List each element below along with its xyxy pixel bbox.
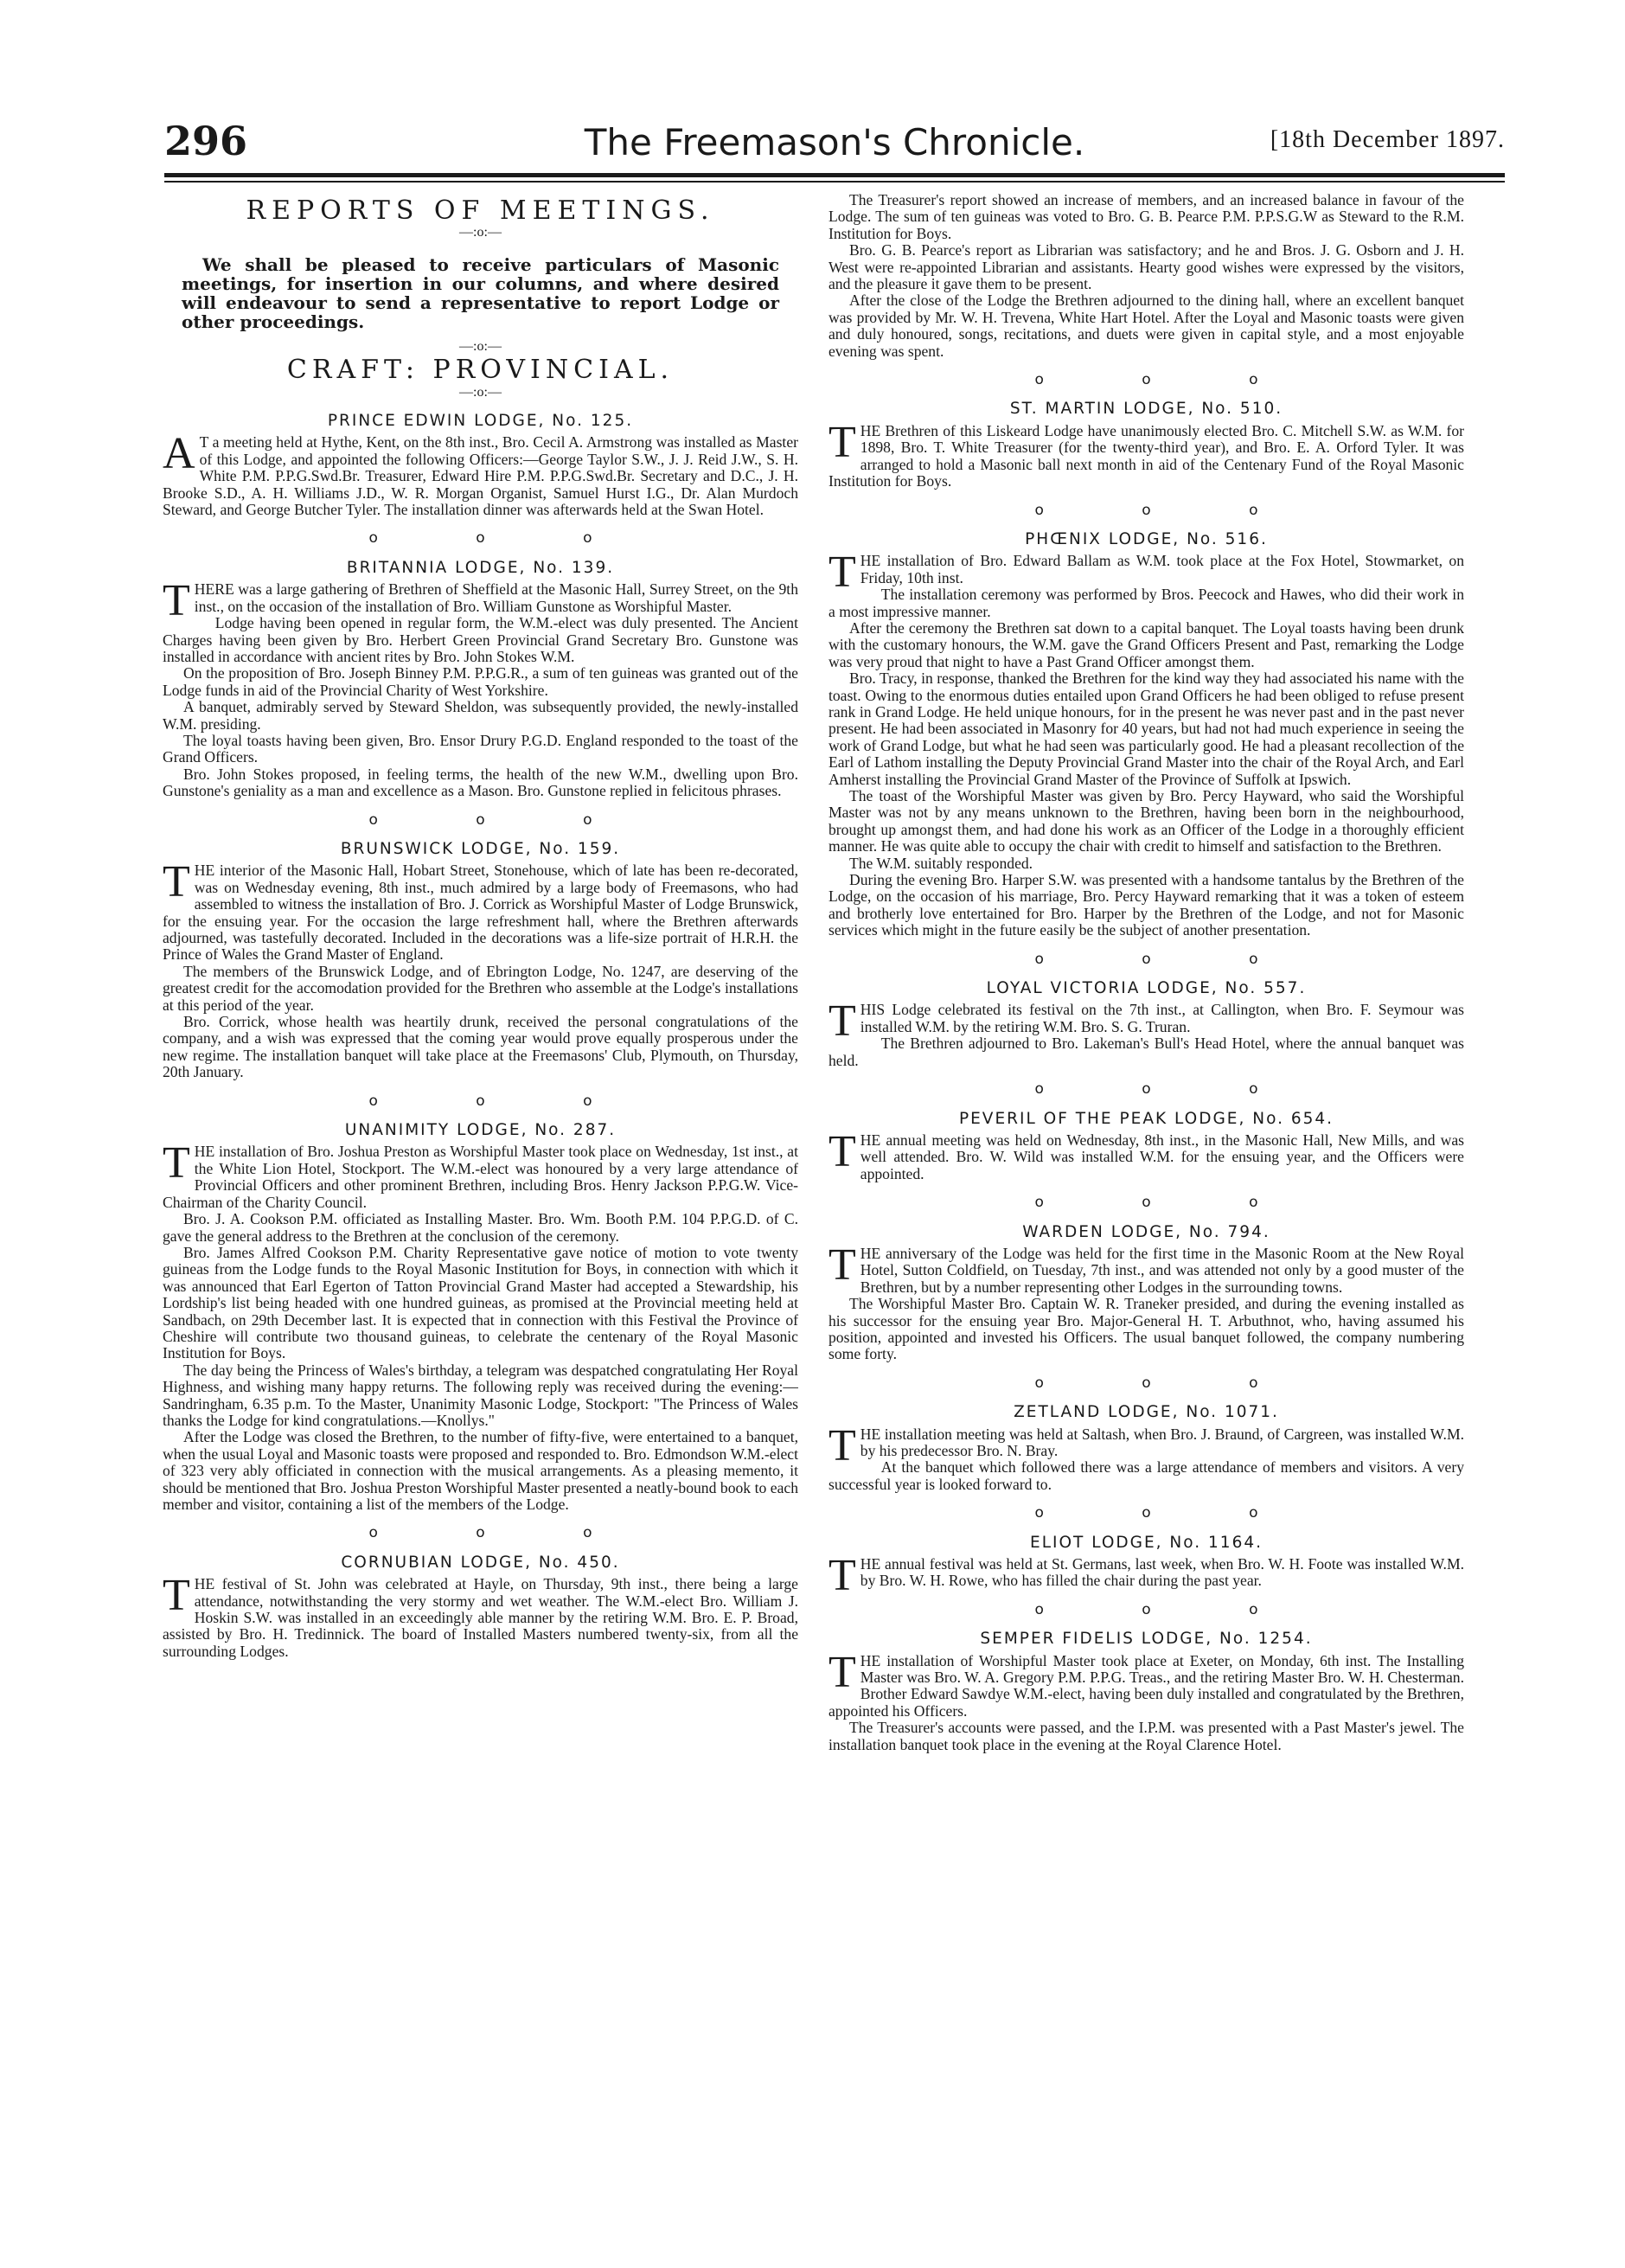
lodge-title: PHŒNIX LODGE, No. 516.	[1025, 529, 1268, 548]
article-paragraph: The loyal toasts having been given, Bro. Ensor Drury P.G.D. England responded to the toast of the Grand Officers.	[163, 731, 798, 766]
lodge-title: ST. MARTIN LODGE, No. 510.	[1009, 400, 1283, 419]
header-rule	[164, 173, 1505, 177]
section-divider: o o o	[1034, 1194, 1305, 1212]
subsection-heading: CRAFT: PROVINCIAL.	[286, 355, 675, 386]
article-paragraph: THERE was a large gathering of Brethren of Sheffield at the Masonic Hall, Surrey Street, on the 9th inst., on the occasion of the installation of Bro. William Gunstone as Worshipful Master.	[163, 576, 798, 626]
right-column	[828, 192, 1464, 2242]
section-divider: o o o	[1034, 950, 1305, 968]
lodge-title: PEVERIL OF THE PEAK LODGE, No. 654.	[958, 1109, 1334, 1128]
article-paragraph: After the ceremony the Brethren sat down to a capital banquet. The Loyal toasts having been drunk with the customary honours, the W.M. gave the Grand Officers Present and Past, remarking the Lodge was very proud that night to have a Past Grand Officer amongst them.	[828, 618, 1464, 670]
article-paragraph: THE interior of the Masonic Hall, Hobart Street, Stonehouse, which of late has been re-decorated, was on Wednesday evening, 8th inst., much admired by a large body of Freemasons, who had assembled to witness the installation of Bro. J. Corrick as Worshipful Master of Lodge Brunswick, for the ensuing year. For the occasion the large refreshment hall, where the Brethren afterwards adjourned, was tastefully decorated. Included in the decorations was a life-size portrait of H.R.H. the Prince of Wales the Grand Master of England.	[163, 857, 798, 964]
page-header	[164, 114, 1505, 175]
lodge-title: BRITANNIA LODGE, No. 139.	[346, 558, 615, 577]
section-divider: o o o	[1034, 1600, 1305, 1618]
drop-cap: T	[828, 1551, 856, 1601]
drop-cap: A	[163, 429, 195, 479]
article-paragraph: A banquet, admirably served by Steward Sheldon, was subsequently provided, the newly-installed W.M. presiding.	[163, 698, 798, 733]
separator: —:o:—	[459, 225, 502, 240]
left-column	[163, 192, 798, 2242]
article-paragraph: Bro. J. A. Cookson P.M. officiated as Installing Master. Bro. Wm. Booth P.M. 104 P.P.G.D. of C. gave the general address to the Brethren at the conclusion of the ceremony.	[163, 1210, 798, 1245]
article-paragraph: The members of the Brunswick Lodge, and of Ebrington Lodge, No. 1247, are deserving of the greatest credit for the accomodation provided for the Brethren who assemble at the Lodge's installations at this period of the year.	[163, 962, 798, 1014]
article-paragraph: On the proposition of Bro. Joseph Binney P.M. P.P.G.R., a sum of ten guineas was granted out of the Lodge funds in aid of the Provincial Charity of West Yorkshire.	[163, 664, 798, 699]
separator: —:o:—	[459, 384, 502, 400]
article-paragraph: Bro. John Stokes proposed, in feeling terms, the health of the new W.M., dwelling upon Bro. Gunstone's geniality as a man and excellence as a Mason. Bro. Gunstone replied in felicitous phrases.	[163, 765, 798, 800]
section-heading: REPORTS OF MEETINGS.	[246, 195, 715, 226]
section-divider: o o o	[368, 810, 639, 829]
article-paragraph: The Worshipful Master Bro. Captain W. R. Traneker presided, and during the evening installed as his successor for the ensuing year Bro. Major-General H. T. Arbuthnot, who, having assumed his position, appointed and invested his Officers. The usual banquet followed, the company numbering some forty.	[828, 1295, 1464, 1363]
section-divider: o o o	[1034, 371, 1305, 389]
article-paragraph: After the close of the Lodge the Brethren adjourned to the dining hall, where an excellent banquet was provided by Mr. W. H. Trevena, White Hart Hotel. After the Loyal and Masonic toasts were given and duly honoured, songs, recitations, and duets were given in capital style, and a most enjoyable evening was spent.	[828, 292, 1464, 360]
section-divider: o o o	[1034, 1374, 1305, 1392]
lodge-title: WARDEN LODGE, No. 794.	[1022, 1222, 1270, 1241]
drop-cap: T	[828, 548, 856, 598]
lodge-title: UNANIMITY LODGE, No. 287.	[344, 1121, 617, 1140]
publication-title: The Freemason's Chronicle.	[584, 121, 1085, 163]
article-paragraph: Bro. Corrick, whose health was heartily drunk, received the personal congratulations of the company, and a wish was expressed that the coming year would prove equally prosperous under the new regime. The installation banquet will take place at the Freemasons' Club, Plymouth, on Thursday, 20th January.	[163, 1013, 798, 1081]
article-paragraph: The Treasurer's report showed an increase of members, and an increased balance in favour of the Lodge. The sum of ten guineas was voted to Bro. G. B. Pearce P.M. P.P.S.G.W as Steward to the R.M. Institution for Boys.	[828, 192, 1464, 242]
drop-cap: T	[828, 1420, 856, 1470]
drop-cap: T	[163, 1571, 190, 1621]
drop-cap: T	[163, 1138, 190, 1188]
lodge-title: LOYAL VICTORIA LODGE, No. 557.	[986, 979, 1307, 998]
article-paragraph: THE installation of Bro. Edward Ballam as W.M. took place at the Fox Hotel, Stowmarket, on Friday, 10th inst.	[828, 548, 1464, 598]
article-paragraph: The Brethren adjourned to Bro. Lakeman's Bull's Head Hotel, where the annual banquet was held.	[828, 1035, 1464, 1069]
lodge-title: PRINCE EDWIN LODGE, No. 125.	[327, 412, 634, 431]
article-paragraph: THE installation of Worshipful Master took place at Exeter, on Monday, 6th inst. The Installing Master was Bro. W. A. Gregory P.M. P.P.G. Treas., and the retiring Master Bro. W. H. Chesterman. Brother Edward Sawdye W.M.-elect, having been duly installed and congratulated by the Brethren, appointed his Officers.	[828, 1647, 1464, 1720]
article-paragraph: Bro. James Alfred Cookson P.M. Charity Representative gave notice of motion to vote twenty guineas from the Lodge funds to the Royal Masonic Institution for Boys, in connection with which it was announced that Earl Egerton of Tatton Provincial Grand Master had accepted a Stewardship, his Lordship's list being headed with one hundred guineas, as promised at the Provincial meeting held at Sandbach, on 29th December last. It is expected that in connection with this Festival the Province of Cheshire will contribute two thousand guineas, to celebrate the centenary of the Royal Masonic Institution for Boys.	[163, 1243, 798, 1362]
lodge-title: BRUNSWICK LODGE, No. 159.	[340, 839, 621, 858]
article-paragraph: THE anniversary of the Lodge was held for the first time in the Masonic Room at the New Royal Hotel, Sutton Coldfield, on Tuesday, 7th inst., and was attended not only by a good muster of the Brethren, but by a number representing other Lodges in the surrounding towns.	[828, 1240, 1464, 1296]
section-divider: o o o	[368, 1524, 639, 1542]
article-paragraph: The day being the Princess of Wales's birthday, a telegram was despatched congratulating Her Royal Highness, and wishing many happy returns. The following reply was received during the evening:— Sandringham, 6.35 p.m. To the Master, Unanimity Masonic Lodge, Stockport: "The Princess of Wales thanks the Lodge for kind congratulations.—Knollys."	[163, 1361, 798, 1429]
article-paragraph: THE annual meeting was held on Wednesday, 8th inst., in the Masonic Hall, New Mills, and was well attended. Bro. W. Wild was installed W.M. for the ensuing year, and the Officers were appointed.	[828, 1126, 1464, 1182]
page-number: 296	[164, 118, 248, 164]
article-paragraph: Lodge having been opened in regular form, the W.M.-elect was duly presented. The Ancient Charges having been given by Bro. Herbert Green Provincial Grand Secretary Bro. Gunstone was installed in accordance with ancient rites by Bro. John Stokes W.M.	[163, 614, 798, 665]
article-paragraph: THE installation meeting was held at Saltash, when Bro. J. Braund, of Cargreen, was installed W.M. by his predecessor Bro. N. Bray.	[828, 1420, 1464, 1470]
article-paragraph: The toast of the Worshipful Master was given by Bro. Percy Hayward, who said the Worshipful Master was not by any means unknown to the Brethren, having been born in the neighbourhood, brought up amongst them, and had done his work as an Officer of the Lodge in a thoroughly efficient manner. He was quite able to occupy the chair with credit to himself and satisfaction to the Brethren.	[828, 787, 1464, 855]
article-paragraph: The Treasurer's accounts were passed, and the I.P.M. was presented with a Past Master's jewel. The installation banquet took place in the evening at the Royal Clarence Hotel.	[828, 1719, 1464, 1753]
article-paragraph: THIS Lodge celebrated its festival on the 7th inst., at Callington, when Bro. F. Seymour was installed W.M. by the retiring W.M. Bro. S. G. Truran.	[828, 996, 1464, 1047]
drop-cap: T	[163, 857, 190, 907]
drop-cap: T	[828, 996, 856, 1047]
article-paragraph: During the evening Bro. Harper S.W. was presented with a handsome tantalus by the Brethren of the Lodge, on the occasion of his marriage, Bro. Percy Hayward remarking that it was a token of esteem and brotherly love entertained for Bro. Harper by the Brethren of the Lodge, and not for Masonic services which might in the future easily be the subject of another presentation.	[828, 871, 1464, 939]
lodge-title: CORNUBIAN LODGE, No. 450.	[341, 1553, 620, 1572]
section-divider: o o o	[1034, 1080, 1305, 1099]
article-paragraph: Bro. G. B. Pearce's report as Librarian was satisfactory; and he and Bros. J. G. Osborn and J. H. West were re-appointed Librarian and assistants. Hearty good wishes were expressed by the visitors, and the pleasure it gave them to be present.	[828, 241, 1464, 293]
intro-notice: We shall be pleased to receive particulars of Masonic meetings, for insertion in our columns, and where desired will endeavour to send a representative to report Lodge or other proceedings.	[182, 253, 779, 332]
separator: —:o:—	[459, 338, 502, 354]
drop-cap: T	[828, 1126, 856, 1176]
lodge-title: ELIOT LODGE, No. 1164.	[1030, 1533, 1263, 1552]
lodge-title: SEMPER FIDELIS LODGE, No. 1254.	[980, 1630, 1313, 1649]
lodge-title: ZETLAND LODGE, No. 1071.	[1014, 1403, 1279, 1422]
drop-cap: T	[163, 576, 190, 626]
drop-cap: T	[828, 1240, 856, 1290]
section-divider: o o o	[1034, 501, 1305, 519]
section-divider: o o o	[368, 529, 639, 548]
article-paragraph: The installation ceremony was performed by Bros. Peecock and Hawes, who did their work in a most impressive manner.	[828, 586, 1464, 620]
section-divider: o o o	[1034, 1504, 1305, 1522]
issue-date: [18th December 1897.	[1270, 126, 1505, 153]
article-paragraph: THE Brethren of this Liskeard Lodge have unanimously elected Bro. C. Mitchell S.W. as W.M. for 1898, Bro. T. White Treasurer (for the twenty-third year), and Bro. E. A. Orford Tyler. It was arranged to hold a Masonic ball next month in aid of the Centenary Fund of the Royal Masonic Institution for Boys.	[828, 417, 1464, 490]
article-paragraph: THE installation of Bro. Joshua Preston as Worshipful Master took place on Wednesday, 1st inst., at the White Lion Hotel, Stockport. The W.M.-elect was honoured by a very large attendance of Provincial Officers and other prominent Brethren, including Bros. Henry Jackson P.P.G.W. Vice-Chairman of the Charity Council.	[163, 1138, 798, 1211]
drop-cap: T	[828, 1647, 856, 1697]
article-paragraph: A T a meeting held at Hythe, Kent, on the 8th inst., Bro. Cecil A. Armstrong was installed as Master of this Lodge, and appointed the following Officers:—George Taylor S.W., J. J. Reid J.W., S. H. White P.M. P.P.G.Swd.Br. Treasurer, Edward Hire P.M. P.P.G.Swd.Br. Secretary and D.C., J. H. Brooke S.D., A. H. Williams J.D., W. R. Morgan Organist, Samuel Hurst I.G., Dr. Alan Murdoch Steward, and George Butcher Tyler. The installation dinner was afterwards held at the Swan Hotel.	[163, 429, 798, 519]
section-divider: o o o	[368, 1092, 639, 1110]
article-paragraph: Bro. Tracy, in response, thanked the Brethren for the kind way they had associated his name with the toast. Owing to the enormous duties entailed upon Grand Officers he had been obliged to refuse present rank in Grand Lodge. He held unique honours, for in the present he was never past and in the past never present. He had been associated in Masonry for 40 years, but had not had much experience in seeing the work of Grand Lodge, but what he had seen was particularly good. He had a pleasant recollection of the Earl of Lathom installing the Deputy Provincial Grand Master into the chair of the Royal Arch, and Earl Amherst installing the Provincial Grand Master of the Province of Suffolk at Ipswich.	[828, 670, 1464, 788]
drop-cap: T	[828, 417, 856, 467]
article-paragraph: THE festival of St. John was celebrated at Hayle, on Thursday, 9th inst., there being a large attendance, notwithstanding the very stormy and wet weather. The W.M.-elect Bro. William J. Hoskin S.W. was installed in an exceedingly able manner by the retiring W.M. Bro. E. P. Broad, assisted by Bro. H. Tredinnick. The board of Installed Masters numbered twenty-six, from all the surrounding Lodges.	[163, 1571, 798, 1660]
article-paragraph: THE annual festival was held at St. Germans, last week, when Bro. W. H. Foote was installed W.M. by Bro. W. H. Rowe, who has filled the chair during the past year.	[828, 1551, 1464, 1601]
article-paragraph: The W.M. suitably responded.	[849, 854, 1033, 872]
article-paragraph: At the banquet which followed there was a large attendance of members and visitors. A very successful year is looked forward to.	[828, 1458, 1464, 1493]
article-paragraph: After the Lodge was closed the Brethren, to the number of fifty-five, were entertained to a banquet, when the usual Loyal and Masonic toasts were proposed and responded to. Bro. Edmondson W.M.-elect of 323 very ably officiated in connection with the musical arrangements. As a pleasing memento, it should be mentioned that Bro. Joshua Preston Worshipful Master presented a neatly-bound book to each member and visitor, containing a list of the members of the Lodge.	[163, 1428, 798, 1513]
header-rule-thin	[164, 181, 1505, 183]
